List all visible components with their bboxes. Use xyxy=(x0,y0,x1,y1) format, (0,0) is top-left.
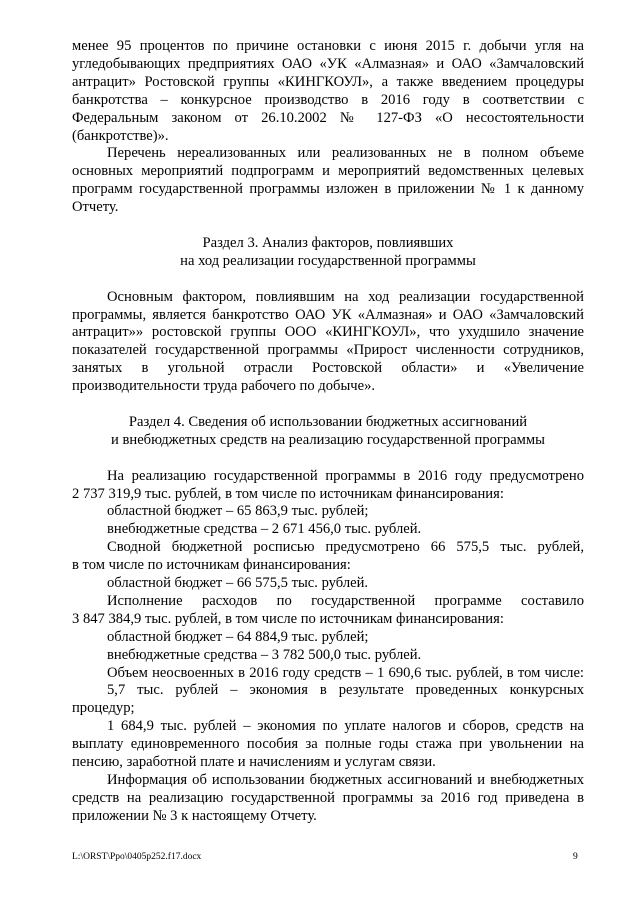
text-line: 2 737 319,9 тыс. рублей, в том числе по источникам финансирования: xyxy=(72,485,504,502)
text-line: средств на реализацию государственной программы за 2016 год приведена в xyxy=(72,789,584,806)
text-line: основных мероприятий подпрограмм и мероприятий ведомственных целевых xyxy=(72,163,584,180)
text-line: Сводной бюджетной росписью предусмотрено 66 575,5 тыс. рублей, xyxy=(107,539,584,556)
page-number: 9 xyxy=(573,852,578,862)
text-line: показателей государственной программы «Прирост численности сотрудников, xyxy=(72,342,584,359)
text-line: областной бюджет – 66 575,5 тыс. рублей. xyxy=(107,575,369,591)
text-line: Основным фактором, повлиявшим на ход реализации государственной xyxy=(107,288,584,305)
text-line: процедур; xyxy=(72,700,135,717)
text-line: занятых в угольной отрасли Ростовской области» и «Увеличение xyxy=(72,360,584,377)
text-line: приложении № 3 к настоящему Отчету. xyxy=(72,807,317,824)
text-line: Отчету. xyxy=(72,199,119,216)
text-line: На реализацию государственной программы в 2016 году предусмотрено xyxy=(107,467,584,484)
text-line: Объем неосвоенных в 2016 году средств – 1 690,6 тыс. рублей, в том числе: xyxy=(107,664,584,681)
text-line: внебюджетные средства – 3 782 500,0 тыс. рублей. xyxy=(107,646,422,663)
text-line: Федеральным законом от 26.10.2002 № 127-ФЗ «О несостоятельности xyxy=(72,109,584,126)
text-line: программ государственной программы изложен в приложении № 1 к данному xyxy=(72,181,584,198)
text-line: пенсию, заработной плате и начислениям и услугам связи. xyxy=(72,754,436,770)
text-line: (банкротстве)». xyxy=(72,127,169,144)
text-line: антрацит» Ростовской группы «КИНГКОУЛ», а также введением процедуры xyxy=(72,73,584,90)
text-line: Информация об использовании бюджетных ассигнований и внебюджетных xyxy=(107,771,584,788)
text-line: производительности труда рабочего по добыче». xyxy=(72,378,376,395)
text-line: в том числе по источникам финансирования: xyxy=(72,557,351,574)
section-heading-line: и внебюджетных средств на реализацию государственной программы xyxy=(111,431,545,448)
text-line: 5,7 тыс. рублей – экономия в результате проведенных конкурсных xyxy=(107,682,584,699)
text-line: внебюджетные средства – 2 671 456,0 тыс. рублей. xyxy=(107,521,422,538)
text-line: антрацит»» ростовской группы ООО «КИНГКОУЛ», что ухудшило значение xyxy=(72,324,584,341)
text-line: Перечень нереализованных или реализованных не в полном объеме xyxy=(107,145,584,162)
text-line: программы, является банкротство ОАО УК «Алмазная» и ОАО «Замчаловский xyxy=(72,306,584,323)
text-line: областной бюджет – 64 884,9 тыс. рублей; xyxy=(107,628,369,645)
text-line: менее 95 процентов по причине остановки с июня 2015 г. добычи угля на xyxy=(72,38,584,54)
section-heading-line: на ход реализации государственной программы xyxy=(180,252,476,269)
text-line: выплату единовременного пособия за полные годы стажа при увольнении на xyxy=(72,736,584,753)
text-line: угледобывающих предприятиях ОАО «УК «Алмазная» и ОАО «Замчаловский xyxy=(72,55,584,72)
text-line: областной бюджет – 65 863,9 тыс. рублей; xyxy=(107,503,369,520)
section-heading-line: Раздел 3. Анализ факторов, повлиявших xyxy=(202,234,454,251)
footer-file-path: L:\ORST\Ppo\0405p252.f17.docx xyxy=(72,852,202,862)
text-line: Исполнение расходов по государственной программе составило xyxy=(107,592,584,609)
section-heading-line: Раздел 4. Сведения об использовании бюджетных ассигнований xyxy=(128,413,528,430)
text-line: 3 847 384,9 тыс. рублей, в том числе по источникам финансирования: xyxy=(72,610,504,627)
text-line: 1 684,9 тыс. рублей – экономия по уплате налогов и сборов, средств на xyxy=(107,718,584,735)
text-line: банкротства – конкурсное производство в 2016 году в соответствии с xyxy=(72,91,584,108)
